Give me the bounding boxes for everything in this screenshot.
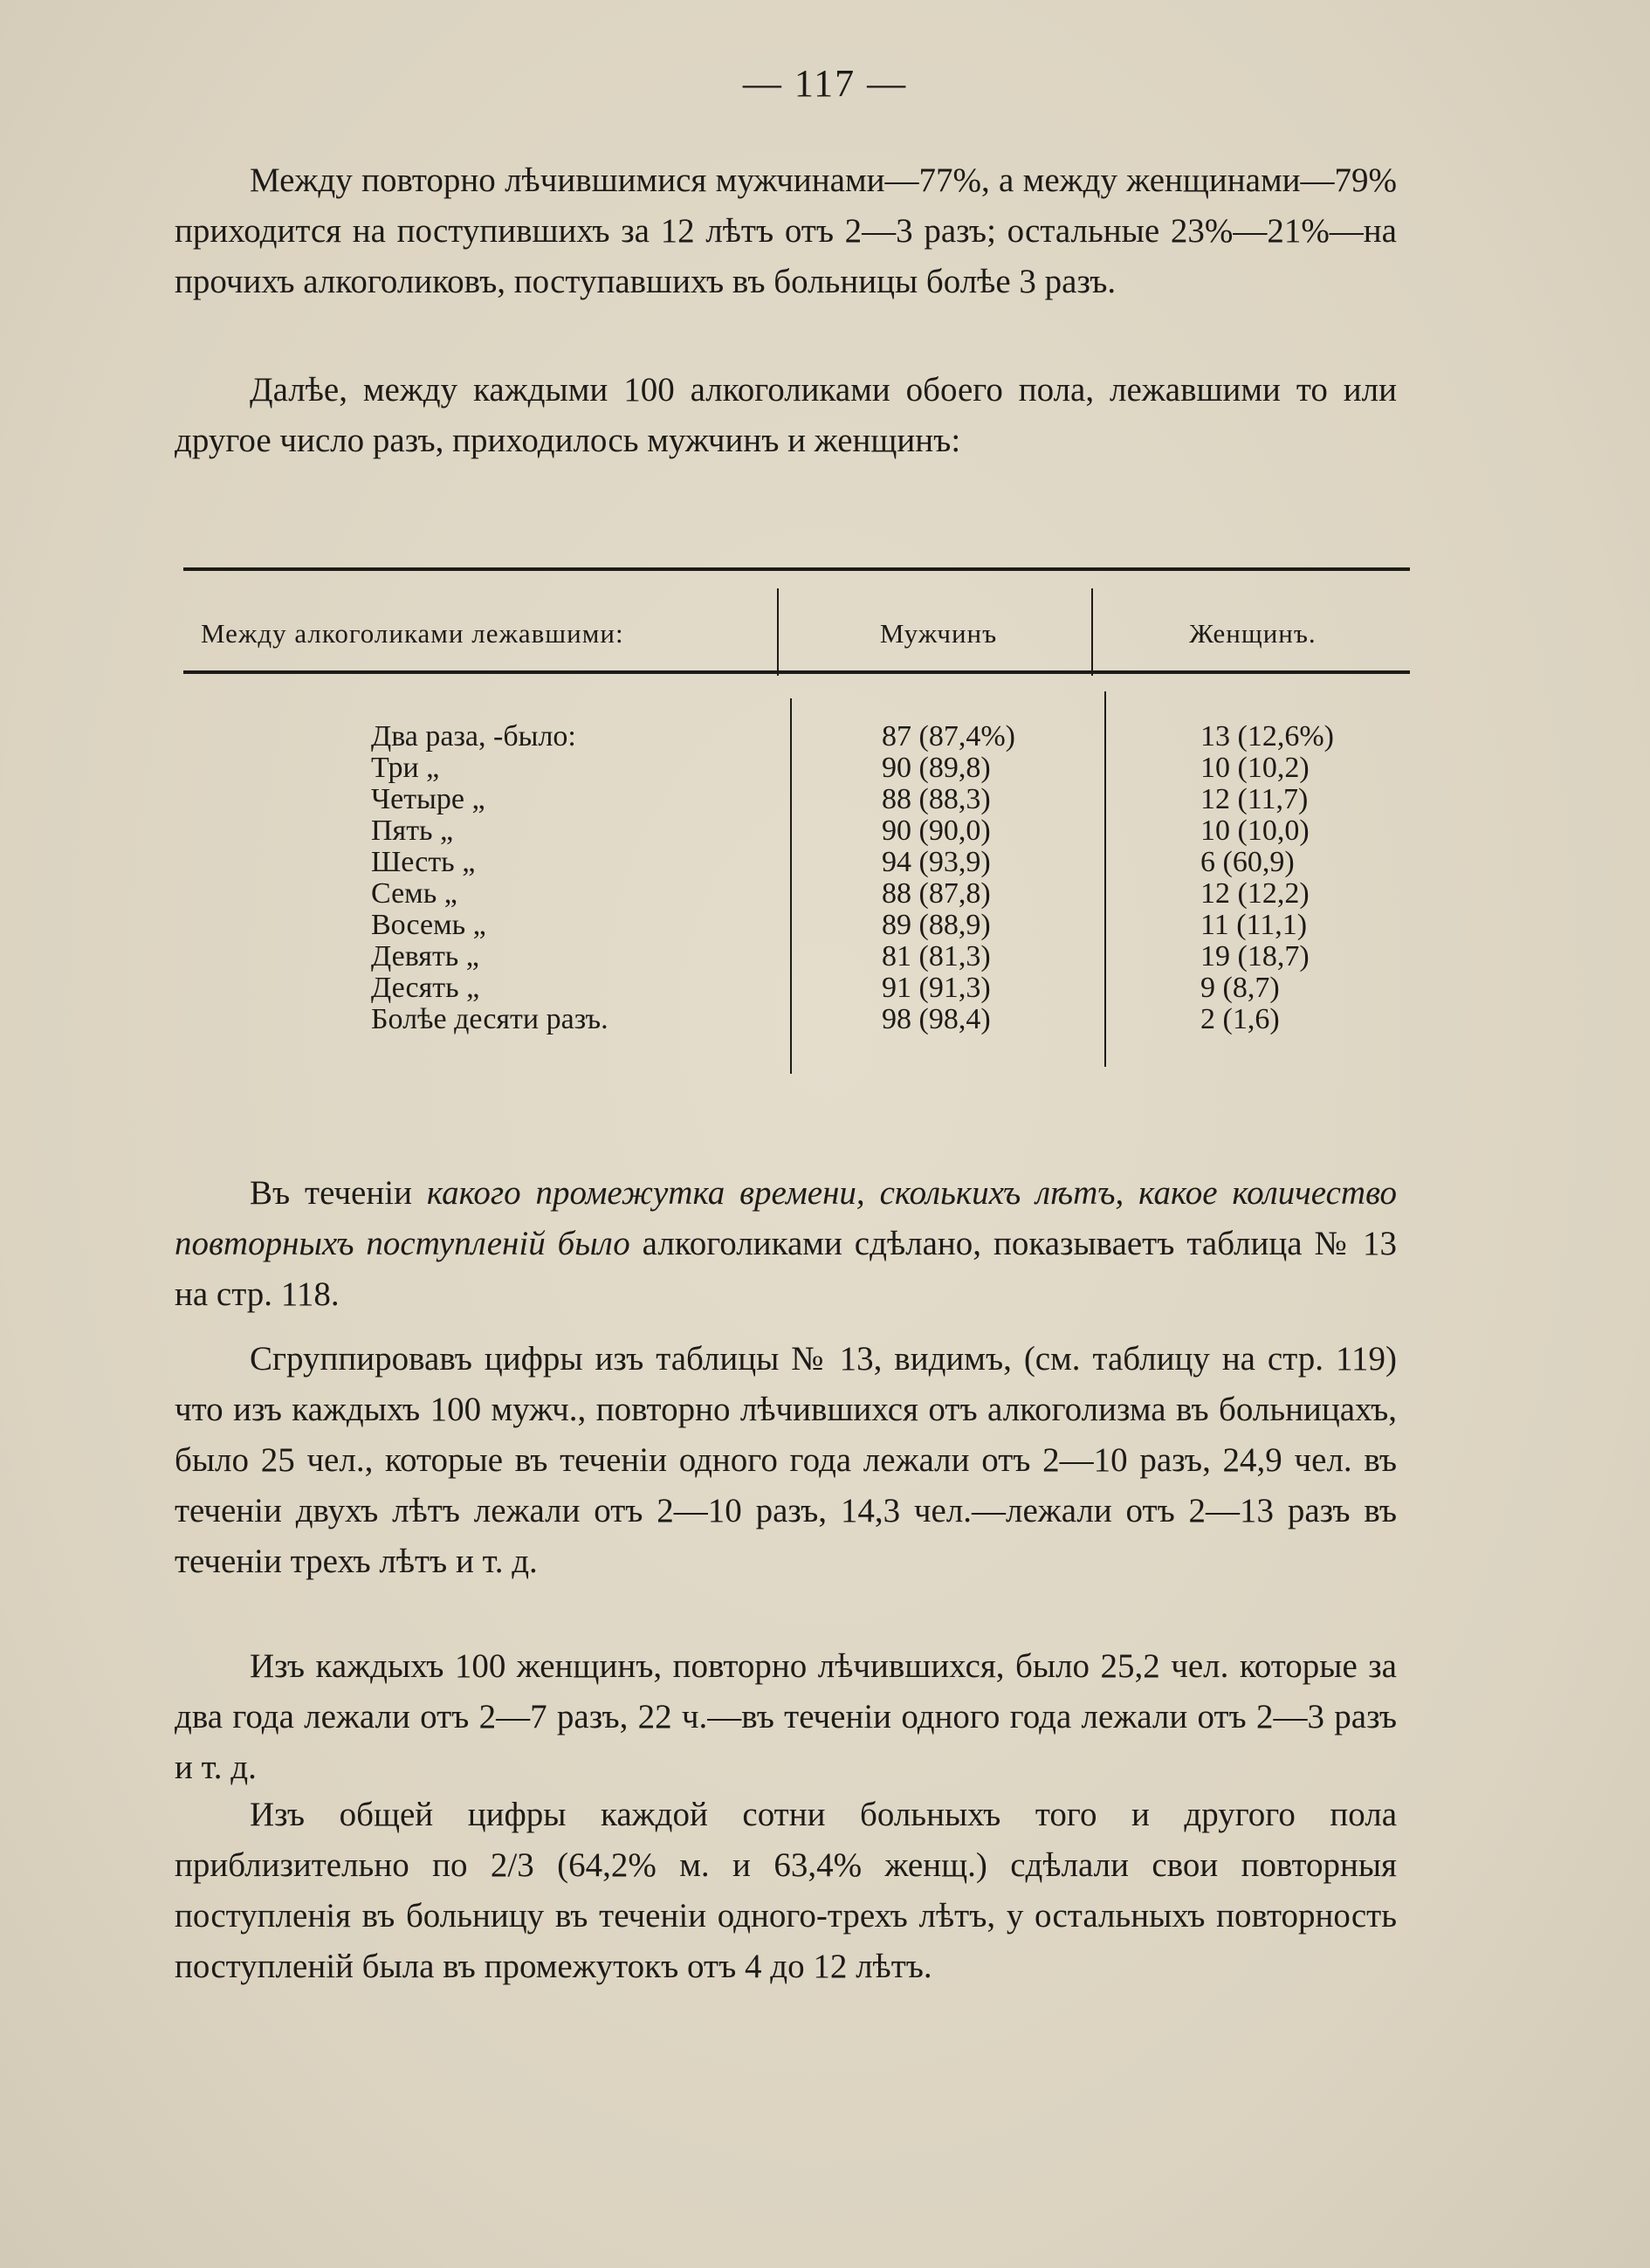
row-women-value: 2 (1,6)	[1200, 1003, 1280, 1035]
header-women: Женщинъ.	[1189, 618, 1317, 649]
row-men-value: 87 (87,4%)	[882, 720, 1015, 753]
row-men-value: 90 (90,0)	[882, 814, 991, 847]
row-label: Болѣе десяти разъ.	[371, 1003, 608, 1035]
paragraph-intro	[175, 155, 1397, 307]
header-label: Между алкоголиками лежавшими:	[201, 618, 624, 649]
table-row	[183, 1004, 1410, 1035]
table-row	[183, 910, 1410, 941]
table-row	[183, 721, 1410, 753]
row-women-value: 13 (12,6%)	[1200, 720, 1334, 753]
row-label: Шесть „	[371, 846, 476, 878]
header-divider-1	[777, 588, 779, 676]
paragraph-men-groups	[175, 1334, 1397, 1587]
row-women-value: 12 (12,2)	[1200, 877, 1310, 910]
paragraph-intro-text: Между повторно лѣчившимися мужчинами—77%, а между женщинами—79% приходится на поступившихъ за 12 лѣтъ отъ 2—3 разъ; остальные 23%—21%—на прочихъ алкоголиковъ, поступавшихъ въ больницы болѣе 3 разъ.	[175, 162, 1397, 300]
row-label: Десять „	[371, 972, 480, 1004]
row-label: Девять „	[371, 940, 479, 972]
table-header-rule	[183, 670, 1410, 674]
row-women-value: 6 (60,9)	[1200, 846, 1295, 878]
admissions-table	[183, 567, 1410, 1082]
paragraph-interval-start: Въ теченіи	[250, 1174, 427, 1212]
row-men-value: 90 (89,8)	[882, 752, 991, 784]
row-label: Восемь „	[371, 909, 486, 941]
paragraph-interval	[175, 1168, 1397, 1320]
row-label: Три „	[371, 752, 440, 784]
table-row	[183, 847, 1410, 878]
paragraph-women-groups	[175, 1641, 1397, 1793]
page-number: — 117 —	[742, 62, 908, 105]
row-label: Два раза, -было:	[371, 720, 576, 753]
table-row	[183, 753, 1410, 784]
row-label: Пять „	[371, 814, 454, 847]
row-women-value: 12 (11,7)	[1200, 783, 1309, 815]
table-body	[183, 721, 1410, 1035]
table-row	[183, 784, 1410, 815]
paragraph-table-lead-text: Далѣе, между каждыми 100 алкоголиками обоего пола, лежавшими то или другое число разъ, приходилось мужчинъ и женщинъ:	[175, 371, 1397, 459]
header-men: Мужчинъ	[879, 618, 998, 649]
table-row	[183, 878, 1410, 910]
row-men-value: 88 (88,3)	[882, 783, 991, 815]
paragraph-interval-end: алкоголиками сдѣлано, показываетъ таблица № 13 на стр. 118.	[175, 1225, 1398, 1313]
paragraph-interval-italic: какого промежутка времени, сколькихъ лѣтъ, какое количество повторныхъ поступленій было	[175, 1174, 1397, 1262]
paragraph-women-groups-text: Изъ каждыхъ 100 женщинъ, повторно лѣчившихся, было 25,2 чел. которые за два года лежали отъ 2—7 разъ, 22 ч.—въ теченіи одного года лежали отъ 2—3 разъ и т. д.	[175, 1647, 1397, 1786]
row-women-value: 11 (11,1)	[1200, 909, 1308, 941]
table-row	[183, 941, 1410, 972]
row-men-value: 81 (81,3)	[882, 940, 991, 972]
row-men-value: 94 (93,9)	[882, 846, 991, 878]
row-women-value: 19 (18,7)	[1200, 940, 1310, 972]
table-row	[183, 972, 1410, 1004]
row-label: Четыре „	[371, 783, 485, 815]
row-men-value: 88 (87,8)	[882, 877, 991, 910]
row-women-value: 9 (8,7)	[1200, 972, 1280, 1004]
row-men-value: 89 (88,9)	[882, 909, 991, 941]
paragraph-men-groups-text: Сгруппировавъ цифры изъ таблицы № 13, видимъ, (см. таблицу на стр. 119) что изъ каждыхъ 100 мужч., повторно лѣчившихся отъ алкоголизма въ больницахъ, было 25 чел., которые въ теченіи одного года лежали отъ 2—10 разъ, 24,9 чел. въ теченіи двухъ лѣтъ лежали отъ 2—10 разъ, 14,3 чел.—лежали отъ 2—13 разъ въ теченіи трехъ лѣтъ и т. д.	[175, 1340, 1397, 1580]
paragraph-summary	[175, 1790, 1397, 1992]
row-label: Семь „	[371, 877, 457, 910]
header-divider-2	[1091, 588, 1093, 676]
paragraph-table-lead	[175, 365, 1397, 466]
table-top-rule	[183, 567, 1410, 571]
row-women-value: 10 (10,2)	[1200, 752, 1310, 784]
table-row	[183, 815, 1410, 847]
paragraph-summary-text: Изъ общей цифры каждой сотни больныхъ того и другого пола приблизительно по 2/3 (64,2% м. и 63,4% женщ.) сдѣлали свои повторныя поступленія въ больницу въ теченіи одного-трехъ лѣтъ, у остальныхъ повторность поступленій была въ промежутокъ отъ 4 до 12 лѣтъ.	[175, 1796, 1397, 1985]
row-men-value: 98 (98,4)	[882, 1003, 991, 1035]
row-women-value: 10 (10,0)	[1200, 814, 1310, 847]
row-men-value: 91 (91,3)	[882, 972, 991, 1004]
